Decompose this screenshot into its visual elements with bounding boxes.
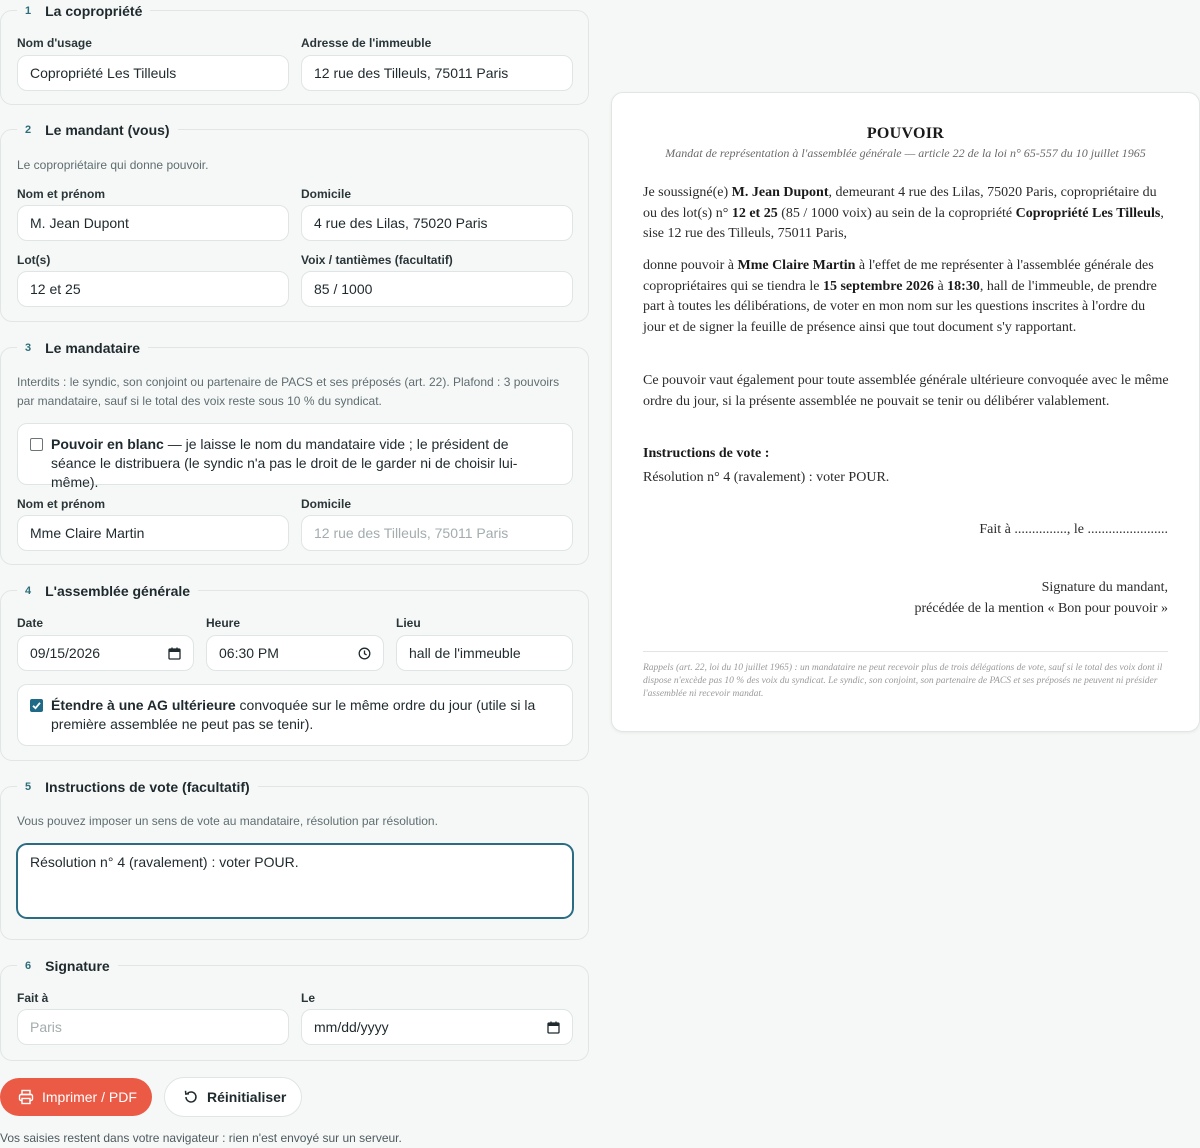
mandant-nom-label: Nom et prénom: [17, 187, 106, 201]
adresse-input[interactable]: 12 rue des Tilleuls, 75011 Paris: [301, 55, 573, 91]
nom-usage-label: Nom d'usage: [17, 36, 92, 50]
le-label: Le: [301, 991, 316, 1005]
section-legend: [17, 1, 150, 21]
date-value: 09/15/2026: [30, 645, 101, 661]
heure-input[interactable]: [206, 635, 384, 671]
section-hint: Le copropriétaire qui donne pouvoir.: [17, 158, 209, 172]
text-run: , hall de l'immeuble, de prendre part à toutes les délibérations, de voter en mon nom sur les questions inscrites à l'ordre du jour et de signer la feuille de présence ainsi que tout document s'y rapportant.: [643, 278, 1157, 335]
mandataire-nom-label: Nom et prénom: [17, 497, 106, 511]
date-input[interactable]: [17, 635, 194, 671]
etendre-ag-checkbox[interactable]: [30, 699, 43, 712]
document-signature-line1: Signature du mandant,: [1041, 580, 1168, 595]
reset-button-label: Réinitialiser: [207, 1089, 287, 1105]
document-title: POUVOIR: [866, 125, 945, 142]
section-instructions: [0, 779, 589, 940]
mandataire-name: Mme Claire Martin: [737, 258, 856, 273]
section-title: Instructions de vote (facultatif): [45, 779, 250, 795]
mandataire-nom-input[interactable]: Mme Claire Martin: [17, 515, 289, 551]
mandataire-domicile-input[interactable]: 12 rue des Tilleuls, 75011 Paris: [301, 515, 573, 551]
refresh-icon: [183, 1089, 199, 1105]
etendre-ag-bold: Étendre à une AG ultérieure: [51, 697, 236, 713]
lieu-input[interactable]: hall de l'immeuble: [396, 635, 573, 671]
voix-label: Voix / tantièmes (facultatif): [301, 253, 453, 267]
lieu-label: Lieu: [396, 616, 421, 630]
instructions-textarea[interactable]: Résolution n° 4 (ravalement) : voter POUR.: [17, 844, 573, 918]
document-subtitle: Mandat de représentation à l'assemblée générale — article 22 de la loi n° 65-557 du 10 juillet 1965: [665, 146, 1146, 160]
section-legend: [17, 956, 118, 976]
section-assemblee: [0, 583, 589, 761]
adresse-label: Adresse de l'immeuble: [301, 36, 432, 50]
document-instructions-heading: Instructions de vote :: [643, 446, 770, 461]
section-title: Le mandant (vous): [45, 122, 170, 138]
document-paragraph-mandant: [643, 183, 1169, 245]
section-legend: [17, 581, 198, 601]
document-fait-a: Fait à ..............., le .......................: [979, 522, 1168, 537]
checkmark-icon: [30, 699, 43, 712]
print-button-label: Imprimer / PDF: [42, 1089, 137, 1105]
section-title: L'assemblée générale: [45, 583, 191, 599]
text-run: donne pouvoir à: [643, 258, 738, 273]
pouvoir-blanc-bold: Pouvoir en blanc: [51, 436, 164, 452]
print-button[interactable]: [0, 1078, 152, 1116]
text-run: Je soussigné(e): [643, 185, 732, 200]
copropriete-name: Copropriété Les Tilleuls: [1015, 205, 1161, 221]
pouvoir-blanc-checkbox[interactable]: [30, 438, 43, 451]
section-title: Le mandataire: [45, 340, 141, 356]
fait-label: Fait à: [17, 991, 49, 1005]
text-run: à l'effet de me représenter à l'assemblée générale des copropriétaires qui se tiendra le: [643, 258, 1154, 294]
section-legend: [17, 338, 148, 358]
section-hint: Interdits : le syndic, son conjoint ou partenaire de PACS et ses préposés (art. 22). Plafond : 3 pouvoirs par mandataire, sauf si le total des voix reste sous 10 % du syndicat.: [17, 375, 560, 408]
section-mandataire: [0, 340, 589, 565]
document-paragraph-pouvoir: [643, 256, 1169, 338]
privacy-note: Vos saisies restent dans votre navigateur : rien n'est envoyé sur un serveur.: [0, 1131, 402, 1145]
calendar-icon[interactable]: [168, 647, 181, 660]
lots-number: 12 et 25: [731, 205, 778, 221]
etendre-ag-desc: convoquée sur le même ordre du jour (utile si la première assemblée ne peut pas se tenir).: [51, 697, 536, 732]
section-number: 3: [25, 342, 32, 354]
text-run: , demeurant 4 rue des Lilas, 75020 Paris, copropriétaire du ou des lot(s) n°: [643, 185, 1157, 221]
document-preview: [611, 92, 1200, 732]
mandant-nom-input[interactable]: M. Jean Dupont: [17, 205, 289, 241]
section-copropriete: [0, 3, 589, 105]
clock-icon[interactable]: [358, 647, 371, 660]
pouvoir-blanc-option[interactable]: [17, 423, 573, 490]
etendre-ag-option[interactable]: [17, 684, 573, 746]
nom-usage-input[interactable]: Copropriété Les Tilleuls: [17, 55, 289, 91]
assemblee-heure: 18:30: [947, 278, 980, 294]
section-number: 4: [25, 585, 32, 597]
mandant-name: M. Jean Dupont: [731, 185, 829, 200]
document-rappels-note: Rappels (art. 22, loi du 10 juillet 1965) : un mandataire ne peut recevoir plus de trois délégations de vote, sauf si le total des voix dont il dispose n'excède pas 10 % des voix du syndicat. Le syndic, son conjoint, son partenaire de PACS et ses préposés ne peuvent ni présider l'assemblée ni recevoir mandat.: [643, 663, 1163, 699]
document-paragraph-ulterieure: Ce pouvoir vaut également pour toute assemblée générale ultérieure convoquée avec le même ordre du jour, si la présente assemblée ne pouvait se tenir ou délibérer valablement.: [643, 373, 1169, 409]
lots-label: Lot(s): [17, 253, 51, 267]
section-legend: [17, 777, 258, 797]
pouvoir-blanc-text: [51, 435, 548, 492]
le-date-input[interactable]: [301, 1009, 573, 1045]
reset-button[interactable]: [164, 1077, 302, 1117]
calendar-icon[interactable]: [547, 1021, 560, 1034]
section-number: 6: [25, 960, 32, 972]
document-signature-line2: précédée de la mention « Bon pour pouvoir »: [914, 601, 1168, 616]
text-run: à: [933, 278, 948, 294]
mandataire-domicile-label: Domicile: [301, 497, 352, 511]
heure-value: 06:30 PM: [219, 645, 279, 661]
section-legend: [17, 120, 178, 140]
pouvoir-blanc-desc: — je laisse le nom du mandataire vide ; le président de séance le distribuera (le syndic n'a pas le droit de le garder ni de choisir lui-même).: [51, 436, 518, 490]
section-title: La copropriété: [45, 3, 143, 19]
section-hint: Vous pouvez imposer un sens de vote au mandataire, résolution par résolution.: [17, 814, 438, 828]
lots-input[interactable]: 12 et 25: [17, 271, 289, 307]
printer-icon: [18, 1089, 34, 1105]
text-run: , sise 12 rue des Tilleuls, 75011 Paris,: [643, 205, 1164, 242]
section-number: 5: [25, 781, 32, 793]
section-signature: [0, 958, 589, 1061]
text-run: (85 / 1000 voix) au sein de la copropriété: [777, 205, 1016, 221]
section-mandant: [0, 122, 589, 322]
section-number: 1: [25, 5, 32, 17]
document-divider: [643, 651, 1168, 652]
assemblee-date: 15 septembre 2026: [822, 278, 934, 294]
heure-label: Heure: [206, 616, 241, 630]
mandant-domicile-input[interactable]: 4 rue des Lilas, 75020 Paris: [301, 205, 573, 241]
section-number: 2: [25, 124, 32, 136]
le-date-placeholder: mm/dd/yyyy: [314, 1019, 389, 1035]
section-title: Signature: [45, 958, 110, 974]
date-label: Date: [17, 616, 44, 630]
document-instructions: Résolution n° 4 (ravalement) : voter POUR.: [643, 470, 890, 485]
mandant-domicile-label: Domicile: [301, 187, 352, 201]
etendre-ag-text: [51, 696, 548, 734]
voix-input[interactable]: 85 / 1000: [301, 271, 573, 307]
fait-input[interactable]: Paris: [17, 1009, 289, 1045]
